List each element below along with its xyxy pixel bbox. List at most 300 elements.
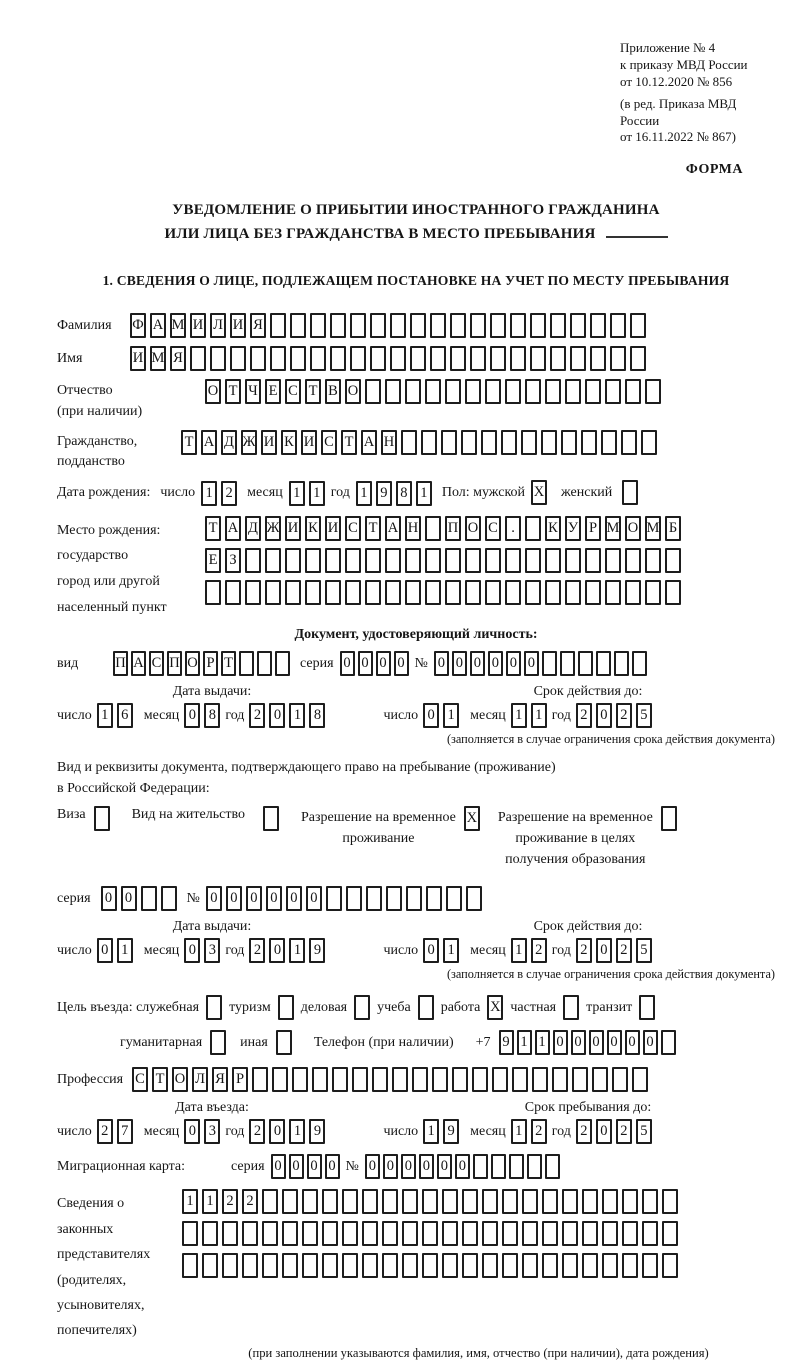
char-cell[interactable]: 2 — [221, 481, 237, 506]
char-cell[interactable] — [250, 346, 266, 371]
char-cell[interactable]: 9 — [309, 1119, 325, 1144]
char-cell[interactable]: 1 — [511, 938, 527, 963]
char-cell[interactable] — [622, 1253, 638, 1278]
char-cell[interactable]: 0 — [419, 1154, 434, 1179]
char-cell[interactable] — [282, 1221, 298, 1246]
char-cell[interactable]: 0 — [376, 651, 391, 676]
char-cell[interactable]: 1 — [423, 1119, 439, 1144]
char-cell[interactable]: 1 — [416, 481, 432, 506]
char-cell[interactable]: 0 — [553, 1030, 568, 1055]
char-cell[interactable]: 0 — [271, 1154, 286, 1179]
char-cell[interactable] — [602, 1189, 618, 1214]
char-cell[interactable] — [465, 548, 481, 573]
char-cell[interactable]: 5 — [636, 703, 652, 728]
char-cell[interactable] — [446, 886, 462, 911]
char-cell[interactable] — [342, 1253, 358, 1278]
char-cell[interactable]: Т — [181, 430, 197, 455]
char-cell[interactable] — [386, 886, 402, 911]
char-cell[interactable]: Ч — [245, 379, 261, 404]
char-cell[interactable] — [312, 1067, 328, 1092]
char-cell[interactable] — [641, 430, 657, 455]
char-cell[interactable]: 0 — [306, 886, 322, 911]
char-cell[interactable]: 2 — [531, 938, 547, 963]
char-cell[interactable]: Я — [250, 313, 266, 338]
char-cell[interactable]: 6 — [117, 703, 133, 728]
char-cell[interactable]: 0 — [524, 651, 539, 676]
char-cell[interactable] — [550, 346, 566, 371]
char-cell[interactable]: О — [345, 379, 361, 404]
char-cell[interactable] — [614, 651, 629, 676]
char-cell[interactable] — [565, 379, 581, 404]
char-cell[interactable]: 0 — [596, 1119, 612, 1144]
char-cell[interactable] — [582, 1189, 598, 1214]
char-cell[interactable] — [262, 1253, 278, 1278]
char-cell[interactable] — [625, 548, 641, 573]
purpose-other-checkbox[interactable] — [276, 1030, 292, 1055]
char-cell[interactable] — [522, 1221, 538, 1246]
char-cell[interactable] — [592, 1067, 608, 1092]
char-cell[interactable] — [305, 548, 321, 573]
char-cell[interactable] — [585, 548, 601, 573]
char-cell[interactable]: 0 — [643, 1030, 658, 1055]
char-cell[interactable]: 2 — [249, 703, 265, 728]
char-cell[interactable]: Н — [381, 430, 397, 455]
char-cell[interactable] — [485, 580, 501, 605]
purpose-official-checkbox[interactable] — [206, 995, 222, 1020]
char-cell[interactable]: 1 — [443, 703, 459, 728]
char-cell[interactable] — [490, 313, 506, 338]
char-cell[interactable] — [422, 1253, 438, 1278]
char-cell[interactable] — [262, 1221, 278, 1246]
char-cell[interactable] — [342, 1189, 358, 1214]
char-cell[interactable] — [430, 346, 446, 371]
char-cell[interactable] — [645, 379, 661, 404]
char-cell[interactable]: 9 — [443, 1119, 459, 1144]
char-cell[interactable] — [602, 1221, 618, 1246]
char-cell[interactable]: А — [225, 516, 241, 541]
char-cell[interactable] — [662, 1253, 678, 1278]
char-cell[interactable]: 2 — [616, 938, 632, 963]
char-cell[interactable] — [605, 548, 621, 573]
char-cell[interactable] — [405, 379, 421, 404]
char-cell[interactable] — [302, 1253, 318, 1278]
char-cell[interactable]: 0 — [488, 651, 503, 676]
char-cell[interactable] — [645, 548, 661, 573]
char-cell[interactable]: 2 — [242, 1189, 258, 1214]
char-cell[interactable]: 0 — [121, 886, 137, 911]
char-cell[interactable] — [562, 1189, 578, 1214]
char-cell[interactable] — [290, 313, 306, 338]
char-cell[interactable] — [182, 1253, 198, 1278]
char-cell[interactable] — [505, 548, 521, 573]
char-cell[interactable] — [270, 346, 286, 371]
char-cell[interactable] — [402, 1253, 418, 1278]
char-cell[interactable] — [502, 1221, 518, 1246]
char-cell[interactable] — [521, 430, 537, 455]
char-cell[interactable] — [372, 1067, 388, 1092]
char-cell[interactable] — [582, 1221, 598, 1246]
char-cell[interactable]: С — [149, 651, 164, 676]
char-cell[interactable]: С — [345, 516, 361, 541]
char-cell[interactable]: И — [130, 346, 146, 371]
char-cell[interactable] — [461, 430, 477, 455]
char-cell[interactable] — [572, 1067, 588, 1092]
char-cell[interactable] — [330, 313, 346, 338]
char-cell[interactable] — [265, 548, 281, 573]
char-cell[interactable]: 1 — [511, 1119, 527, 1144]
char-cell[interactable]: 7 — [117, 1119, 133, 1144]
char-cell[interactable] — [542, 651, 557, 676]
char-cell[interactable] — [602, 1253, 618, 1278]
char-cell[interactable] — [491, 1154, 506, 1179]
purpose-work-checkbox[interactable]: X — [487, 995, 503, 1020]
char-cell[interactable] — [242, 1253, 258, 1278]
purpose-business-checkbox[interactable] — [354, 995, 370, 1020]
char-cell[interactable] — [239, 651, 254, 676]
char-cell[interactable]: А — [385, 516, 401, 541]
char-cell[interactable]: Ф — [130, 313, 146, 338]
char-cell[interactable] — [550, 313, 566, 338]
char-cell[interactable] — [425, 580, 441, 605]
char-cell[interactable] — [605, 379, 621, 404]
char-cell[interactable]: А — [361, 430, 377, 455]
char-cell[interactable]: 0 — [571, 1030, 586, 1055]
char-cell[interactable]: 0 — [206, 886, 222, 911]
char-cell[interactable] — [470, 313, 486, 338]
char-cell[interactable] — [452, 1067, 468, 1092]
char-cell[interactable]: 9 — [376, 481, 392, 506]
char-cell[interactable]: И — [285, 516, 301, 541]
char-cell[interactable] — [552, 1067, 568, 1092]
char-cell[interactable] — [662, 1221, 678, 1246]
char-cell[interactable]: 0 — [184, 1119, 200, 1144]
char-cell[interactable] — [605, 580, 621, 605]
char-cell[interactable] — [621, 430, 637, 455]
char-cell[interactable] — [425, 379, 441, 404]
char-cell[interactable] — [385, 580, 401, 605]
char-cell[interactable]: С — [321, 430, 337, 455]
char-cell[interactable]: 8 — [204, 703, 220, 728]
char-cell[interactable] — [325, 548, 341, 573]
char-cell[interactable]: 0 — [596, 703, 612, 728]
char-cell[interactable]: А — [150, 313, 166, 338]
char-cell[interactable]: 0 — [452, 651, 467, 676]
char-cell[interactable] — [257, 651, 272, 676]
char-cell[interactable] — [205, 580, 221, 605]
char-cell[interactable] — [406, 886, 422, 911]
purpose-humanitarian-checkbox[interactable] — [210, 1030, 226, 1055]
char-cell[interactable]: И — [301, 430, 317, 455]
char-cell[interactable]: Я — [212, 1067, 228, 1092]
char-cell[interactable] — [610, 313, 626, 338]
char-cell[interactable] — [662, 1189, 678, 1214]
char-cell[interactable] — [642, 1221, 658, 1246]
char-cell[interactable]: О — [205, 379, 221, 404]
char-cell[interactable] — [401, 430, 417, 455]
char-cell[interactable] — [402, 1189, 418, 1214]
char-cell[interactable] — [370, 313, 386, 338]
char-cell[interactable]: И — [230, 313, 246, 338]
char-cell[interactable]: 2 — [531, 1119, 547, 1144]
char-cell[interactable] — [421, 430, 437, 455]
char-cell[interactable] — [210, 346, 226, 371]
char-cell[interactable] — [545, 1154, 560, 1179]
char-cell[interactable] — [525, 516, 541, 541]
char-cell[interactable] — [466, 886, 482, 911]
char-cell[interactable]: 0 — [401, 1154, 416, 1179]
char-cell[interactable]: Р — [232, 1067, 248, 1092]
char-cell[interactable] — [442, 1189, 458, 1214]
char-cell[interactable] — [485, 548, 501, 573]
char-cell[interactable] — [525, 548, 541, 573]
char-cell[interactable]: 0 — [437, 1154, 452, 1179]
char-cell[interactable] — [522, 1189, 538, 1214]
char-cell[interactable]: 1 — [443, 938, 459, 963]
char-cell[interactable]: 0 — [269, 703, 285, 728]
char-cell[interactable]: П — [445, 516, 461, 541]
char-cell[interactable]: Т — [205, 516, 221, 541]
char-cell[interactable]: О — [625, 516, 641, 541]
char-cell[interactable]: А — [201, 430, 217, 455]
char-cell[interactable] — [645, 580, 661, 605]
char-cell[interactable]: М — [605, 516, 621, 541]
char-cell[interactable]: 0 — [289, 1154, 304, 1179]
char-cell[interactable] — [310, 313, 326, 338]
char-cell[interactable] — [450, 346, 466, 371]
char-cell[interactable]: 0 — [97, 938, 113, 963]
char-cell[interactable] — [292, 1067, 308, 1092]
char-cell[interactable] — [290, 346, 306, 371]
char-cell[interactable] — [632, 1067, 648, 1092]
char-cell[interactable] — [275, 651, 290, 676]
char-cell[interactable]: 1 — [289, 1119, 305, 1144]
char-cell[interactable] — [632, 651, 647, 676]
char-cell[interactable] — [441, 430, 457, 455]
char-cell[interactable] — [445, 580, 461, 605]
char-cell[interactable] — [230, 346, 246, 371]
char-cell[interactable]: Н — [405, 516, 421, 541]
char-cell[interactable] — [270, 313, 286, 338]
char-cell[interactable] — [182, 1221, 198, 1246]
char-cell[interactable] — [630, 346, 646, 371]
char-cell[interactable] — [322, 1189, 338, 1214]
char-cell[interactable] — [590, 313, 606, 338]
char-cell[interactable] — [245, 580, 261, 605]
male-checkbox[interactable]: X — [531, 480, 547, 505]
char-cell[interactable] — [432, 1067, 448, 1092]
char-cell[interactable] — [622, 1221, 638, 1246]
char-cell[interactable] — [370, 346, 386, 371]
char-cell[interactable] — [462, 1221, 478, 1246]
char-cell[interactable]: Т — [305, 379, 321, 404]
char-cell[interactable]: 0 — [184, 938, 200, 963]
char-cell[interactable] — [482, 1189, 498, 1214]
char-cell[interactable] — [610, 346, 626, 371]
char-cell[interactable] — [385, 548, 401, 573]
char-cell[interactable] — [482, 1221, 498, 1246]
char-cell[interactable] — [362, 1189, 378, 1214]
char-cell[interactable]: 0 — [340, 651, 355, 676]
char-cell[interactable] — [442, 1221, 458, 1246]
char-cell[interactable]: К — [281, 430, 297, 455]
char-cell[interactable] — [661, 1030, 676, 1055]
char-cell[interactable] — [141, 886, 157, 911]
char-cell[interactable] — [525, 580, 541, 605]
char-cell[interactable] — [545, 580, 561, 605]
char-cell[interactable] — [190, 346, 206, 371]
char-cell[interactable] — [422, 1221, 438, 1246]
char-cell[interactable]: 2 — [249, 938, 265, 963]
char-cell[interactable]: 8 — [309, 703, 325, 728]
char-cell[interactable]: . — [505, 516, 521, 541]
char-cell[interactable] — [325, 580, 341, 605]
char-cell[interactable] — [422, 1189, 438, 1214]
char-cell[interactable] — [365, 580, 381, 605]
char-cell[interactable] — [245, 548, 261, 573]
char-cell[interactable]: 1 — [356, 481, 372, 506]
char-cell[interactable]: 0 — [226, 886, 242, 911]
char-cell[interactable] — [222, 1253, 238, 1278]
char-cell[interactable]: 1 — [517, 1030, 532, 1055]
char-cell[interactable] — [542, 1221, 558, 1246]
char-cell[interactable]: И — [325, 516, 341, 541]
char-cell[interactable] — [305, 580, 321, 605]
char-cell[interactable] — [465, 379, 481, 404]
char-cell[interactable]: 0 — [625, 1030, 640, 1055]
char-cell[interactable] — [262, 1189, 278, 1214]
char-cell[interactable]: 0 — [325, 1154, 340, 1179]
char-cell[interactable]: 2 — [576, 703, 592, 728]
female-checkbox[interactable] — [622, 480, 638, 505]
char-cell[interactable]: Т — [152, 1067, 168, 1092]
char-cell[interactable]: Л — [210, 313, 226, 338]
char-cell[interactable] — [352, 1067, 368, 1092]
char-cell[interactable] — [322, 1253, 338, 1278]
char-cell[interactable] — [473, 1154, 488, 1179]
char-cell[interactable] — [501, 430, 517, 455]
char-cell[interactable] — [362, 1221, 378, 1246]
char-cell[interactable]: П — [167, 651, 182, 676]
char-cell[interactable]: У — [565, 516, 581, 541]
char-cell[interactable] — [362, 1253, 378, 1278]
char-cell[interactable]: 5 — [636, 938, 652, 963]
char-cell[interactable]: Р — [585, 516, 601, 541]
char-cell[interactable] — [285, 580, 301, 605]
char-cell[interactable]: С — [132, 1067, 148, 1092]
char-cell[interactable] — [272, 1067, 288, 1092]
char-cell[interactable]: 8 — [396, 481, 412, 506]
char-cell[interactable] — [465, 580, 481, 605]
char-cell[interactable] — [481, 430, 497, 455]
char-cell[interactable] — [252, 1067, 268, 1092]
char-cell[interactable] — [625, 580, 641, 605]
char-cell[interactable]: 3 — [204, 1119, 220, 1144]
char-cell[interactable] — [562, 1253, 578, 1278]
char-cell[interactable] — [430, 313, 446, 338]
char-cell[interactable] — [510, 313, 526, 338]
purpose-transit-checkbox[interactable] — [639, 995, 655, 1020]
char-cell[interactable]: Т — [365, 516, 381, 541]
char-cell[interactable]: С — [485, 516, 501, 541]
char-cell[interactable]: Т — [225, 379, 241, 404]
char-cell[interactable] — [541, 430, 557, 455]
char-cell[interactable]: Т — [341, 430, 357, 455]
char-cell[interactable]: 0 — [365, 1154, 380, 1179]
char-cell[interactable]: 2 — [616, 703, 632, 728]
char-cell[interactable]: А — [131, 651, 146, 676]
char-cell[interactable] — [509, 1154, 524, 1179]
char-cell[interactable]: 0 — [286, 886, 302, 911]
char-cell[interactable] — [425, 548, 441, 573]
char-cell[interactable]: З — [225, 548, 241, 573]
char-cell[interactable]: 2 — [576, 938, 592, 963]
char-cell[interactable] — [282, 1253, 298, 1278]
char-cell[interactable]: 9 — [499, 1030, 514, 1055]
char-cell[interactable]: 1 — [201, 481, 217, 506]
char-cell[interactable]: 1 — [289, 938, 305, 963]
char-cell[interactable] — [345, 548, 361, 573]
char-cell[interactable] — [625, 379, 641, 404]
char-cell[interactable] — [470, 346, 486, 371]
char-cell[interactable]: Я — [170, 346, 186, 371]
char-cell[interactable] — [612, 1067, 628, 1092]
char-cell[interactable]: 0 — [455, 1154, 470, 1179]
char-cell[interactable] — [545, 548, 561, 573]
char-cell[interactable]: 1 — [535, 1030, 550, 1055]
char-cell[interactable]: Л — [192, 1067, 208, 1092]
char-cell[interactable] — [622, 1189, 638, 1214]
char-cell[interactable] — [330, 346, 346, 371]
char-cell[interactable] — [525, 379, 541, 404]
char-cell[interactable]: 2 — [249, 1119, 265, 1144]
char-cell[interactable] — [442, 1253, 458, 1278]
char-cell[interactable] — [665, 548, 681, 573]
char-cell[interactable] — [527, 1154, 542, 1179]
char-cell[interactable] — [390, 346, 406, 371]
char-cell[interactable] — [642, 1253, 658, 1278]
char-cell[interactable]: О — [172, 1067, 188, 1092]
char-cell[interactable] — [582, 1253, 598, 1278]
char-cell[interactable] — [665, 580, 681, 605]
char-cell[interactable]: 1 — [289, 703, 305, 728]
char-cell[interactable]: И — [261, 430, 277, 455]
char-cell[interactable]: 0 — [434, 651, 449, 676]
visa-checkbox[interactable] — [94, 806, 110, 831]
char-cell[interactable] — [302, 1221, 318, 1246]
char-cell[interactable] — [565, 580, 581, 605]
char-cell[interactable] — [282, 1189, 298, 1214]
char-cell[interactable] — [512, 1067, 528, 1092]
char-cell[interactable] — [532, 1067, 548, 1092]
char-cell[interactable] — [462, 1189, 478, 1214]
char-cell[interactable]: О — [185, 651, 200, 676]
char-cell[interactable] — [445, 379, 461, 404]
char-cell[interactable] — [502, 1189, 518, 1214]
purpose-private-checkbox[interactable] — [563, 995, 579, 1020]
char-cell[interactable] — [345, 580, 361, 605]
char-cell[interactable]: Е — [205, 548, 221, 573]
char-cell[interactable]: 0 — [269, 1119, 285, 1144]
char-cell[interactable] — [382, 1189, 398, 1214]
char-cell[interactable]: 0 — [269, 938, 285, 963]
char-cell[interactable] — [560, 651, 575, 676]
char-cell[interactable]: 0 — [394, 651, 409, 676]
char-cell[interactable]: 0 — [470, 651, 485, 676]
char-cell[interactable] — [326, 886, 342, 911]
char-cell[interactable]: Б — [665, 516, 681, 541]
char-cell[interactable]: Ж — [265, 516, 281, 541]
char-cell[interactable] — [530, 313, 546, 338]
